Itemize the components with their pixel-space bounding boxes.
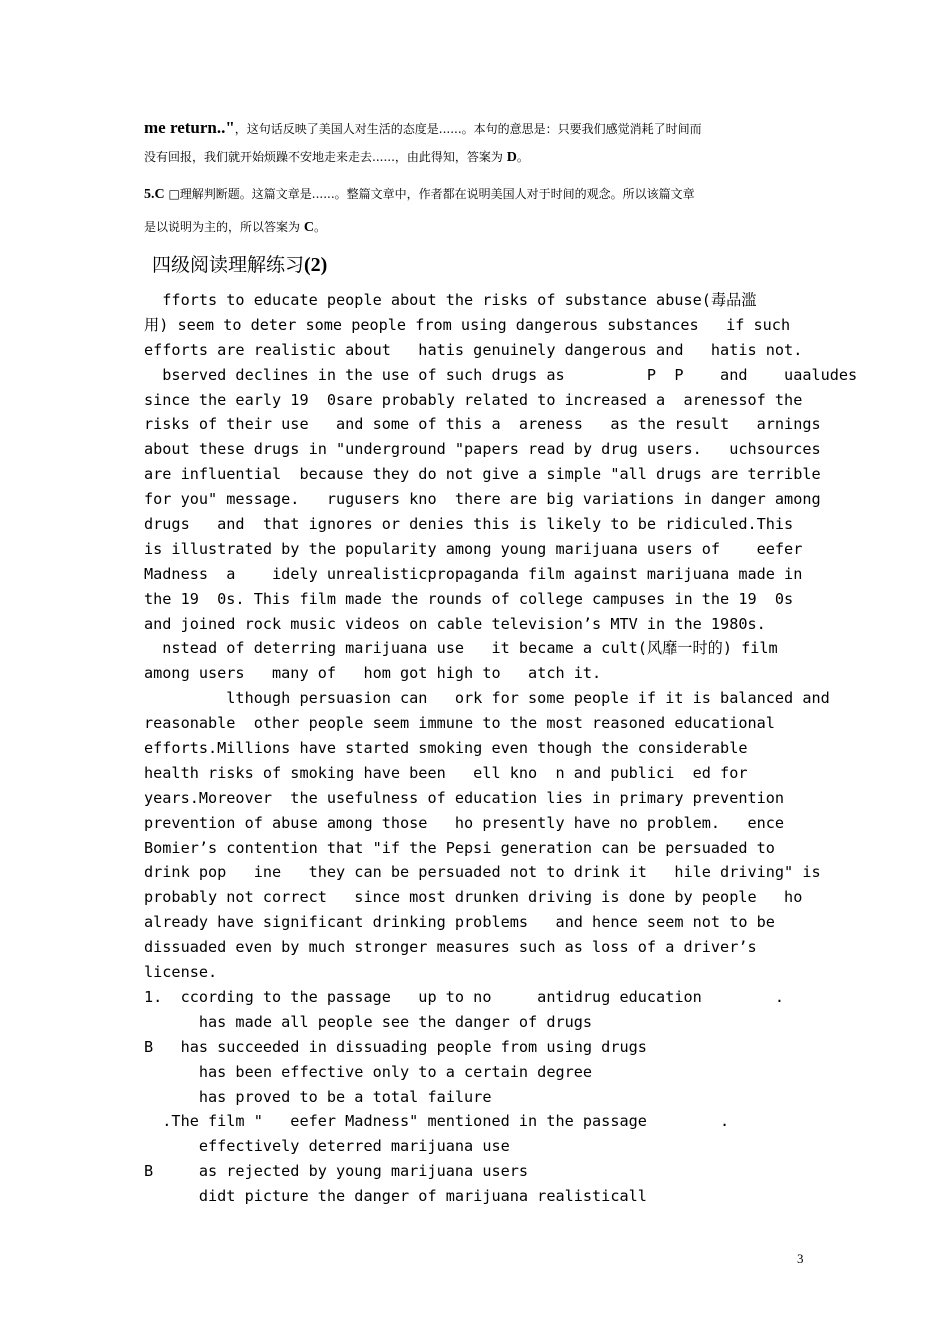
passage-line: risks of their use and some of this a areness as the result arnings — [144, 415, 821, 434]
answer-letter: C — [303, 220, 314, 235]
passage-line: nstead of deterring marijuana use it became a cult(风靡一时的) film — [144, 639, 778, 658]
passage-line: B as rejected by young marijuana users — [144, 1162, 529, 1181]
passage-line: effectively deterred marijuana use — [144, 1137, 510, 1156]
passage-line: about these drugs in "underground "papers read by drug users. uchsources — [144, 440, 821, 459]
answer-explanation-line: 没有回报，我们就开始烦躁不安地走来走去......，由此得知，答案为 D。 — [144, 150, 529, 165]
passage-line: has been effective only to a certain degree — [144, 1062, 593, 1081]
passage-line: reasonable other people seem immune to the most reasoned educational — [144, 714, 775, 733]
answer-explanation-line — [144, 185, 695, 203]
reading-passage — [144, 288, 884, 1209]
passage-line: Bomier’s contention that "if the Pepsi generation can be persuaded to — [144, 838, 775, 857]
passage-line: probably not correct since most drunken driving is done by people ho — [144, 888, 803, 907]
passage-line: dissuaded even by much stronger measures such as loss of a driver’s — [144, 938, 757, 957]
passage-line: fforts to educate people about the risks of substance abuse(毒品滥 — [144, 291, 757, 309]
passage-line: drink pop ine they can be persuaded not to drink it hile driving" is — [144, 863, 821, 882]
passage-line: Madness a idely unrealisticpropaganda film against marijuana made in — [144, 564, 803, 583]
passage-line: years.Moreover the usefulness of education lies in primary prevention — [144, 788, 785, 807]
passage-line: already have significant drinking problems and hence seem not to be — [144, 913, 775, 932]
passage-line: efforts.Millions have started smoking even though the considerable — [144, 739, 748, 758]
explanation-text: 没有回报，我们就开始烦躁不安地走来走去......，由此得知，答案为 — [144, 150, 507, 164]
passage-line: has proved to be a total failure — [144, 1087, 492, 1106]
explanation-text: 是以说明为主的，所以答案为 — [144, 220, 304, 234]
passage-line: health risks of smoking have been ell kno n and publici ed for — [144, 763, 748, 782]
passage-line: drugs and that ignores or denies this is likely to be ridiculed.This — [144, 515, 794, 534]
passage-line: license. — [144, 963, 218, 982]
passage-line: 用) seem to deter some people from using dangerous substances if such — [144, 315, 791, 334]
passage-line: for you" message. rugusers kno there are big variations in danger among — [144, 490, 821, 509]
passage-line: since the early 19 0sare probably related to increased a arenessof the — [144, 390, 803, 409]
answer-explanation-line — [144, 118, 702, 138]
passage-line: among users many of hom got high to atch it. — [144, 664, 602, 683]
passage-line: bserved declines in the use of such drugs as P P and uaaludes — [144, 365, 858, 384]
explanation-text: □理解判断题。这篇文章是......。整篇文章中，作者都在说明美国人对于时间的观念。所以该篇文章 — [164, 187, 695, 201]
passage-line: has made all people see the danger of drugs — [144, 1012, 593, 1031]
answer-explanation-line: 是以说明为主的，所以答案为 C。 — [144, 220, 326, 235]
section-title: 四级阅读理解练习(2) — [152, 254, 328, 276]
passage-line: B has succeeded in dissuading people from using drugs — [144, 1037, 647, 1056]
passage-line: prevention of abuse among those ho presently have no problem. ence — [144, 813, 785, 832]
passage-line: the 19 0s. This film made the rounds of college campuses in the 19 0s — [144, 589, 794, 608]
passage-line: .The film " eefer Madness" mentioned in the passage . — [144, 1112, 730, 1131]
passage-line: are influential because they do not give a simple "all drugs are terrible — [144, 465, 821, 484]
question-number: 5.C — [144, 187, 165, 202]
passage-line: 1. ccording to the passage up to no antidrug education . — [144, 987, 785, 1006]
passage-line: efforts are realistic about hatis genuinely dangerous and hatis not. — [144, 340, 803, 359]
passage-line: is illustrated by the popularity among young marijuana users of eefer — [144, 539, 803, 558]
passage-line: and joined rock music videos on cable television’s MTV in the 1980s. — [144, 614, 766, 633]
page-number: 3 — [797, 1251, 804, 1266]
passage-line: didt picture the danger of marijuana realisticall — [144, 1187, 647, 1206]
explanation-text: ，这句话反映了美国人对生活的态度是......。本句的意思是：只要我们感觉消耗了时间而 — [234, 122, 702, 136]
passage-line: lthough persuasion can ork for some people if it is balanced and — [144, 689, 830, 708]
quote-fragment: me return.." — [144, 118, 235, 137]
answer-letter: D — [506, 150, 517, 165]
